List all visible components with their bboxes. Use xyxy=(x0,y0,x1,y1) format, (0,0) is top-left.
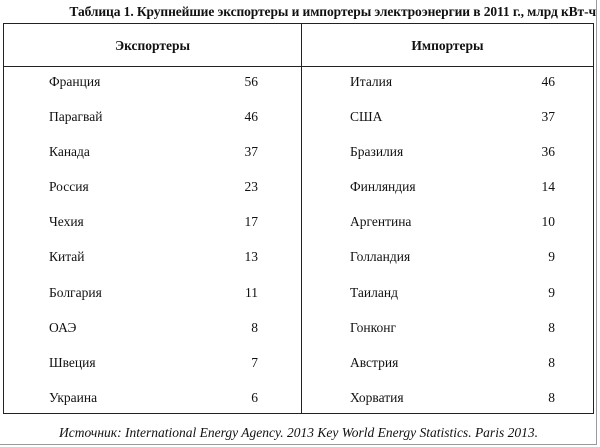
table-title: Таблица 1. Крупнейшие экспортеры и импортеры электроэнергии в 2011 г., млрд кВт-ч xyxy=(69,4,596,19)
importer-country: Бразилия xyxy=(350,144,404,159)
exporter-country: Швеция xyxy=(49,355,96,370)
table-row xyxy=(4,318,593,338)
exporter-value: 6 xyxy=(251,390,258,405)
exporter-value: 8 xyxy=(251,320,258,335)
exporter-country: Россия xyxy=(49,179,89,194)
exporter-value: 56 xyxy=(244,74,258,89)
exporter-country: Болгария xyxy=(49,285,102,300)
exporter-country: Китай xyxy=(49,249,85,264)
table-row xyxy=(4,212,593,232)
importer-value: 8 xyxy=(548,320,555,335)
importer-country: Хорватия xyxy=(350,390,404,405)
exporter-country: Франция xyxy=(49,74,101,89)
importer-country: Таиланд xyxy=(350,285,398,300)
importer-country: Аргентина xyxy=(350,214,412,229)
table-row xyxy=(4,353,593,373)
exporter-value: 46 xyxy=(244,109,258,124)
source-note: Источник: International Energy Agency. 2013 Key World Energy Statistics. Paris 2013. xyxy=(59,425,538,440)
importer-value: 14 xyxy=(541,179,555,194)
exporter-country: Канада xyxy=(49,144,90,159)
importer-country: Голландия xyxy=(350,249,411,264)
table-row xyxy=(4,388,593,408)
exporter-value: 13 xyxy=(244,249,258,264)
exporter-value: 11 xyxy=(245,285,258,300)
importer-value: 10 xyxy=(541,214,555,229)
importer-value: 8 xyxy=(548,355,555,370)
table-row xyxy=(4,142,593,162)
importer-value: 9 xyxy=(548,285,555,300)
exporter-value: 17 xyxy=(244,214,258,229)
importer-value: 36 xyxy=(541,144,555,159)
header-divider xyxy=(4,66,593,67)
exporter-country: Парагвай xyxy=(49,109,103,124)
exporter-value: 7 xyxy=(251,355,258,370)
table-row xyxy=(4,283,593,303)
exporter-value: 37 xyxy=(244,144,258,159)
table-row xyxy=(4,72,593,92)
table-row xyxy=(4,247,593,267)
importer-value: 37 xyxy=(541,109,555,124)
table-row xyxy=(4,107,593,127)
table-row xyxy=(4,177,593,197)
importer-value: 9 xyxy=(548,249,555,264)
importer-country: Гонконг xyxy=(350,320,396,335)
energy-table xyxy=(3,23,594,414)
importer-country: Италия xyxy=(350,74,393,89)
exporter-value: 23 xyxy=(244,179,258,194)
exporter-country: ОАЭ xyxy=(49,320,77,335)
exporters-header: Экспортеры xyxy=(114,38,191,53)
importer-value: 8 xyxy=(548,390,555,405)
importers-header: Импортеры xyxy=(411,38,484,53)
importer-value: 46 xyxy=(541,74,555,89)
importer-country: Финляндия xyxy=(350,179,416,194)
importer-country: Австрия xyxy=(350,355,399,370)
exporter-country: Украина xyxy=(49,390,98,405)
importer-country: США xyxy=(350,109,383,124)
exporter-country: Чехия xyxy=(49,214,84,229)
